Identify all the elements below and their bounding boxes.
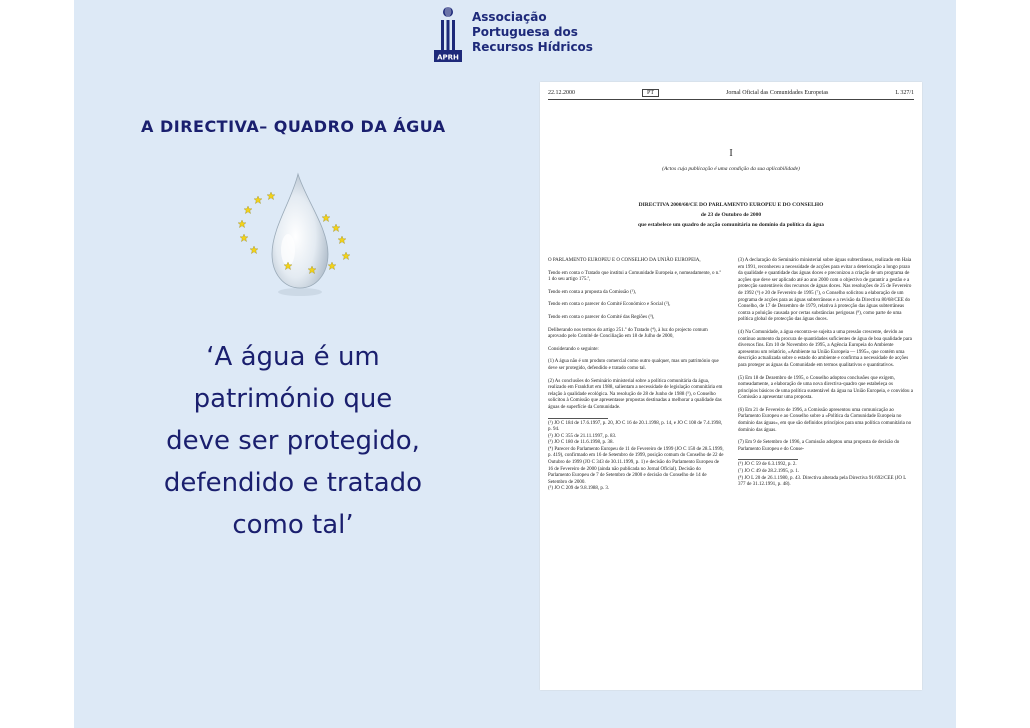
doc-paragraph: Tendo em conta o Tratado que institui a Comunidade Europeia e, nomeadamente, o n.º 1 do seu artigo 175.º, [548, 270, 722, 283]
doc-footnote: (⁶) JO C 59 de 6.3.1992, p. 2. [738, 462, 797, 468]
water-drop-eu-stars-icon [228, 170, 368, 300]
quote-line: património que [193, 384, 393, 414]
doc-paragraph: (4) Na Comunidade, a água encontra-se sujeita a uma pressão crescente, devido ao contínuo aumento da procura de quantidades suficientes de água de boa qualidade para diversos fins. Em 10 de Novembro de 1995, a Agência Europeia do Ambiente apresentou um relatório, «Ambiente na União Europeia — 1995», que contém uma descrição actualizada sobre o estado do ambiente e confirma a necessidade de acções para proteger as águas da Comunidade em termos qualitativos e quantitativos. [738, 329, 912, 368]
doc-footnote: (⁴) Parecer do Parlamento Europeu de 11 de Fevereiro de 1999 (JO C 150 de 28.5.1999, p. 419), confirmado em 16 de Setembro de 1999, posição comum do Conselho de 22 de Outubro de 1999 (JO C 343 de 30.11.1999, p. 1) e decisão do Parlamento Europeu de 16 de Fevereiro de 2000 (ainda não publicada no Jornal Oficial). Decisão do Parlamento Europeu de 7 de Setembro de 2000 e decisão do Conselho de 14 de Setembro de 2000. [548, 446, 724, 485]
doc-paragraph: (7) Em 9 de Setembro de 1996, a Comissão adoptou uma proposta de decisão do Parlamento Europeu e do Conse- [738, 440, 900, 452]
slide-quote [142, 336, 444, 546]
official-journal-page [540, 82, 922, 690]
section-numeral: I [729, 148, 733, 159]
doc-footnote: (²) JO C 355 de 21.11.1997, p. 83. [548, 433, 617, 439]
journal-language: PT [642, 89, 659, 97]
doc-paragraph: Deliberando nos termos do artigo 251.º do Tratado (⁴), à luz do projecto comum aprovado pelo Comité de Conciliação em 18 de Julho de 2000, [548, 327, 708, 340]
footnote-rule [548, 418, 608, 419]
doc-paragraph: Tendo em conta a proposta da Comissão (¹), [548, 289, 637, 295]
doc-paragraph: (3) A declaração do Seminário ministerial sobre águas subterrâneas, realizado em Haia em 1991, reconheceu a necessidade de acções para evitar a deterioração a longo prazo da qualidade e quantidade das águas doces e preconizou a criação de um programa de acções que deve ser aplicado até ao ano 2000 com o objectivo de garantir a gestão e a protecção sustentáveis dos recursos de águas doces. Nas resoluções de 25 de Fevereiro de 1992 (⁶) e 20 de Fevereiro de 1995 (⁷), o Conselho solicitou a elaboração de um programa de acções para as águas subterrâneas e a revisão da Directiva 80/68/CEE do Conselho, de 17 de Dezembro de 1979, relativa à protecção das águas subterrâneas contra a poluição causada por certas substâncias perigosas (⁸), como parte de uma política global de protecção das águas doces. [738, 258, 912, 323]
quote-line: ‘A água é um [206, 342, 380, 372]
slide-title: A DIRECTIVA– QUADRO DA ÁGUA [141, 117, 446, 136]
doc-paragraph: (1) A água não é um produto comercial como outro qualquer, mas um património que deve ser protegido, defendido e tratado como tal. [548, 359, 719, 371]
doc-footnote: (¹) JO C 184 de 17.6.1997, p. 20, JO C 16 de 20.1.1998, p. 14, e JO C 108 de 7.4.1998, p. 94. [548, 420, 723, 433]
journal-date: 22.12.2000 [548, 90, 575, 96]
quote-line: deve ser protegido, [166, 426, 420, 456]
quote-line: como tal’ [232, 510, 354, 540]
doc-footnote: (⁸) JO L 20 de 26.1.1980, p. 43. Directiva alterada pela Directiva 91/692/CEE (JO L 377 de 31.12.1991, p. 48). [738, 475, 907, 488]
directive-title-line: de 23 de Outubro de 2000 [700, 212, 762, 218]
aprh-logo-mark-icon [432, 4, 464, 62]
journal-header [548, 89, 914, 100]
quote-line: defendido e tratado [163, 468, 423, 498]
journal-page: L 327/1 [895, 90, 914, 96]
aprh-logo [432, 4, 592, 64]
directive-title-line: que estabelece um quadro de acção comunitária no domínio da política da água [638, 222, 824, 228]
doc-paragraph: Tendo em conta o parecer do Comité Económico e Social (²), [548, 302, 671, 308]
section-subtitle: (Actos cuja publicação é uma condição da sua aplicabilidade) [662, 166, 800, 172]
logo-line: Recursos Hídricos [472, 40, 593, 54]
logo-line: Portuguesa dos [472, 25, 578, 39]
doc-paragraph: Tendo em conta o parecer do Comité das Regiões (³), [548, 314, 655, 320]
doc-paragraph: (5) Em 18 de Dezembro de 1995, o Conselho adoptou conclusões que exigem, nomeadamente, a elaboração de uma nova directiva-quadro que estabeleça os princípios básicos de uma política sustentável da água na União Europeia, e convidou a Comissão a apresentar uma proposta. [738, 375, 913, 401]
footnote-rule [738, 459, 798, 460]
journal-name: Jornal Oficial das Comunidades Europeias [726, 90, 829, 96]
logo-wordmark [472, 10, 593, 55]
doc-footnote: (³) JO C 180 de 11.6.1998, p. 38. [548, 440, 614, 446]
doc-paragraph: Considerando o seguinte: [548, 346, 599, 352]
doc-footnote: (⁷) JO C 49 de 28.2.1995, p. 1. [738, 469, 800, 475]
document-left-column [548, 258, 724, 493]
logo-mark-text: APRH [437, 53, 459, 62]
doc-paragraph: (2) As conclusões do Seminário ministerial sobre a política comunitária da água, realizado em Frankfurt em 1988, salientam a necessidade de legislação comunitária em relação à qualidade ecológica. Na resolução de 28 de Junho de 1988 (⁵), o Conselho solicitou à Comissão que apresentasse propostas destinadas a melhorar a qualidade das águas de superfície da Comunidade. [548, 378, 723, 410]
doc-paragraph: O PARLAMENTO EUROPEU E O CONSELHO DA UNIÃO EUROPEIA, [548, 258, 701, 263]
document-right-column [738, 258, 914, 489]
directive-title-line: DIRECTIVA 2000/60/CE DO PARLAMENTO EUROPEU E DO CONSELHO [638, 202, 824, 208]
logo-line: Associação [472, 10, 547, 24]
doc-paragraph: (6) Em 21 de Fevereiro de 1996, a Comissão apresentou uma comunicação ao Parlamento Europeu e ao Conselho sobre a «Política da Comunidade Europeia no domínio das águas», em que são definidos princípios para uma política comunitária no domínio das águas. [738, 407, 912, 433]
doc-footnote: (⁵) JO C 209 de 9.8.1988, p. 3. [548, 486, 610, 492]
directive-title [540, 200, 922, 230]
